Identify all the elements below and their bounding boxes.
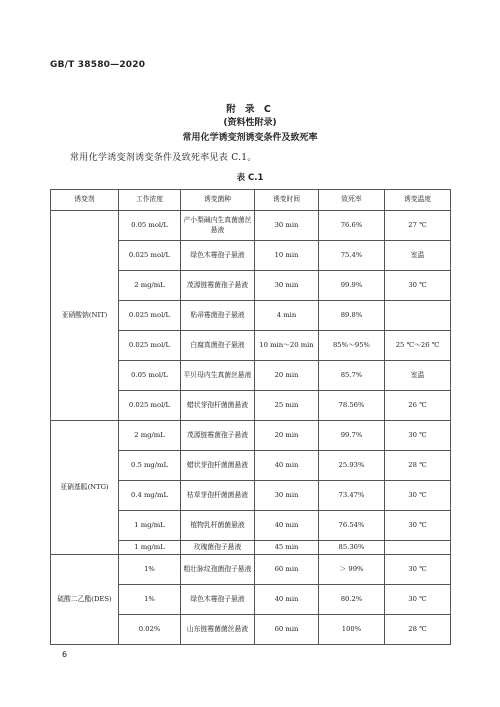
mutagen-table [50, 189, 451, 645]
header-lethality: 致死率 [319, 190, 385, 211]
cell-temperature: 25 ℃～26 ℃ [385, 331, 451, 361]
cell-lethality: 100% [319, 615, 385, 645]
table-header-row [51, 190, 451, 211]
page-number: 6 [62, 650, 68, 659]
cell-temperature: 30 ℃ [385, 585, 451, 615]
cell-temperature: 30 ℃ [385, 511, 451, 541]
annex-title: 附 录 C [226, 104, 274, 115]
cell-concentration: 0.05 mol/L [119, 361, 181, 391]
cell-lethality: 73.47% [319, 481, 385, 511]
cell-temperature: 28 ℃ [385, 451, 451, 481]
cell-time: 60 min [255, 615, 319, 645]
cell-lethality: 89.8% [319, 301, 385, 331]
cell-time: 60 min [255, 555, 319, 585]
cell-temperature: 室温 [385, 361, 451, 391]
cell-concentration: 1% [119, 585, 181, 615]
cell-temperature: 30 ℃ [385, 481, 451, 511]
cell-strain: 植物乳杆菌菌悬液 [181, 511, 255, 541]
cell-lethality: 76.6% [319, 211, 385, 241]
cell-time: 30 min [255, 211, 319, 241]
cell-strain: 产小梨碱内生真菌菌丝悬液 [181, 211, 255, 241]
cell-temperature: 室温 [385, 241, 451, 271]
table-caption: 表 C.1 [236, 173, 264, 183]
cell-time: 40 min [255, 511, 319, 541]
header-strain: 诱变菌种 [181, 190, 255, 211]
cell-temperature: 27 ℃ [385, 211, 451, 241]
cell-lethality: 78.56% [319, 391, 385, 421]
cell-mutagen: 硫酸二乙酯(DES) [51, 555, 119, 645]
cell-lethality: 25.93% [319, 451, 385, 481]
cell-concentration: 0.025 mol/L [119, 331, 181, 361]
cell-temperature: 30 ℃ [385, 421, 451, 451]
cell-concentration: 1% [119, 555, 181, 585]
cell-temperature [385, 301, 451, 331]
cell-time: 20 min [255, 421, 319, 451]
cell-temperature: 30 ℃ [385, 271, 451, 301]
cell-lethality: 99.7% [319, 421, 385, 451]
cell-strain: 茂源链霉菌孢子悬液 [181, 271, 255, 301]
cell-temperature: 30 ℃ [385, 555, 451, 585]
cell-temperature: 26 ℃ [385, 391, 451, 421]
cell-time: 25 min [255, 391, 319, 421]
cell-strain: 粗壮脉纹孢菌孢子悬液 [181, 555, 255, 585]
cell-concentration: 0.025 mol/L [119, 391, 181, 421]
cell-mutagen: 亚硝基胍(NTG) [51, 421, 119, 555]
cell-time: 10 min～20 min [255, 331, 319, 361]
cell-concentration: 0.02% [119, 615, 181, 645]
table-row [51, 421, 451, 451]
cell-strain: 蜡状芽孢杆菌菌悬液 [181, 391, 255, 421]
header-time: 诱变时间 [255, 190, 319, 211]
cell-lethality: 85.36% [319, 541, 385, 555]
cell-strain: 茂源链霉菌孢子悬液 [181, 421, 255, 451]
cell-strain: 绿色木霉孢子悬液 [181, 585, 255, 615]
cell-concentration: 0.4 mg/mL [119, 481, 181, 511]
cell-temperature [385, 541, 451, 555]
cell-concentration: 0.025 mol/L [119, 301, 181, 331]
cell-lethality: 75.4% [319, 241, 385, 271]
annex-note: (资料性附录) [223, 118, 277, 128]
cell-concentration: 0.5 mg/mL [119, 451, 181, 481]
cell-lethality: 85.7% [319, 361, 385, 391]
table-row [51, 555, 451, 585]
cell-time: 4 min [255, 301, 319, 331]
cell-concentration: 1 mg/mL [119, 541, 181, 555]
table-body [51, 211, 451, 645]
cell-concentration: 1 mg/mL [119, 511, 181, 541]
annex-heading: 常用化学诱变剂诱变条件及致死率 [182, 133, 318, 143]
cell-lethality: ＞ 99% [319, 555, 385, 585]
cell-strain: 粘帚霉菌孢子悬液 [181, 301, 255, 331]
cell-concentration: 2 mg/mL [119, 421, 181, 451]
header-concentration: 工作浓度 [119, 190, 181, 211]
table-row [51, 211, 451, 241]
cell-strain: 枯草芽孢杆菌菌悬液 [181, 481, 255, 511]
cell-time: 10 min [255, 241, 319, 271]
cell-lethality: 85%～95% [319, 331, 385, 361]
cell-strain: 白腐真菌孢子悬液 [181, 331, 255, 361]
cell-time: 20 min [255, 361, 319, 391]
cell-time: 40 min [255, 585, 319, 615]
cell-strain: 山东链霉菌菌丝悬液 [181, 615, 255, 645]
cell-strain: 蜡状芽孢杆菌菌悬液 [181, 451, 255, 481]
cell-time: 45 min [255, 541, 319, 555]
cell-strain: 玫瑰菌孢子悬液 [181, 541, 255, 555]
cell-lethality: 76.54% [319, 511, 385, 541]
cell-concentration: 0.025 mol/L [119, 241, 181, 271]
cell-time: 30 min [255, 271, 319, 301]
cell-temperature: 28 ℃ [385, 615, 451, 645]
cell-mutagen: 亚硝酸钠(NIT) [51, 211, 119, 421]
header-mutagen: 诱变剂 [51, 190, 119, 211]
cell-concentration: 2 mg/mL [119, 271, 181, 301]
cell-time: 40 min [255, 451, 319, 481]
intro-paragraph: 常用化学诱变剂诱变条件及致死率见表 C.1。 [70, 153, 257, 163]
standard-code: GB/T 38580—2020 [50, 60, 146, 70]
cell-strain: 绿色木霉孢子悬液 [181, 241, 255, 271]
cell-concentration: 0.05 mol/L [119, 211, 181, 241]
header-temperature: 诱变温度 [385, 190, 451, 211]
cell-lethality: 99.9% [319, 271, 385, 301]
cell-lethality: 80.2% [319, 585, 385, 615]
cell-strain: 平贝母内生真菌丝悬液 [181, 361, 255, 391]
cell-time: 30 min [255, 481, 319, 511]
